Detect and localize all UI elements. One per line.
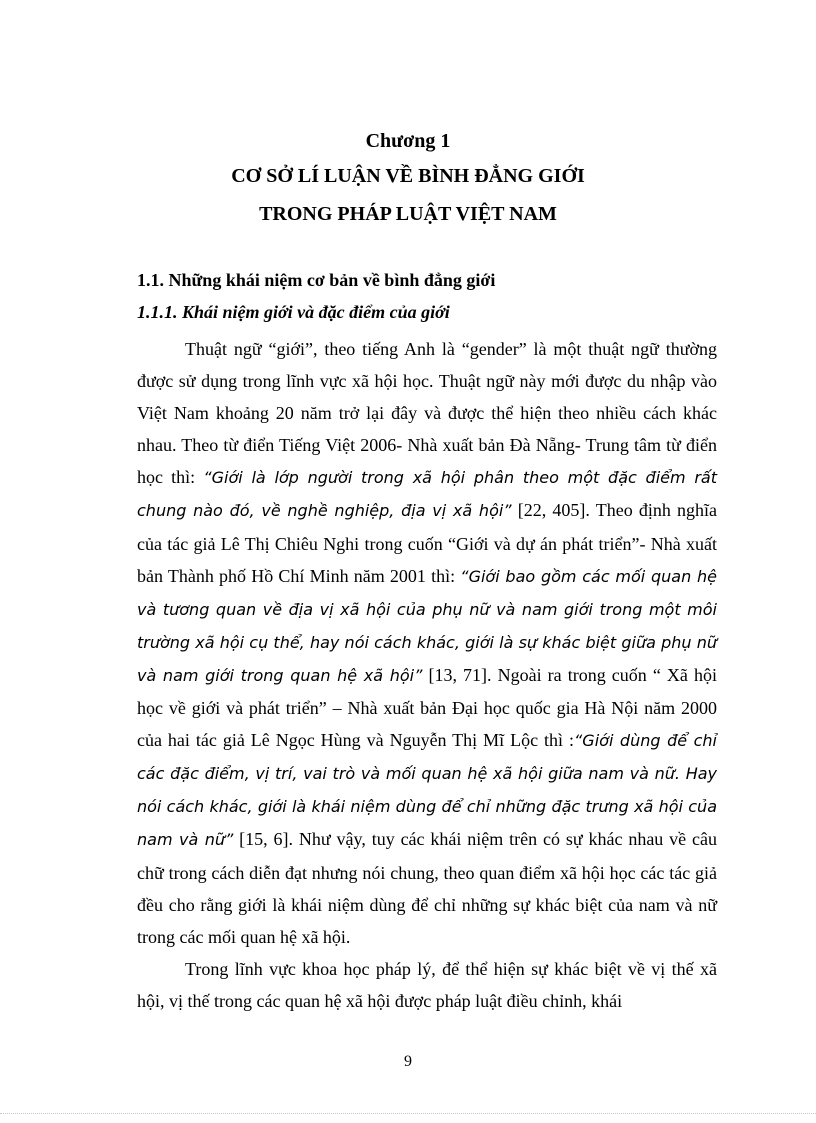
quote-3: “Giới dùng để chỉ các đặc điểm, vị trí, vai trò và mối quan hệ xã hội giữa nam và nữ. Hay nói cách khác, giới là khái niệm dùng để chỉ những đặc trưng xã hội của nam và nữ” [137,731,717,850]
paragraph-1 [137,333,717,953]
chapter-title-line-2: TRONG PHÁP LUẬT VIỆT NAM [259,203,557,225]
body-text [137,333,717,1017]
paragraph-2: Trong lĩnh vực khoa học pháp lý, để thể hiện sự khác biệt về vị thế xã hội, vị thế trong các quan hệ xã hội được pháp luật điều chỉnh, khái [137,958,717,1011]
chapter-label: Chương 1 [365,130,451,152]
subsection-heading: 1.1.1. Khái niệm giới và đặc điểm của giới [137,302,450,322]
quote-2: “Giới bao gồm các mối quan hệ và tương quan về địa vị xã hội của phụ nữ và nam giới trong một môi trường xã hội cụ thể, hay nói cách khác, giới là sự khác biệt giữa phụ nữ và nam giới trong quan hệ xã hội” [137,566,718,685]
section-heading: 1.1. Những khái niệm cơ bản về bình đẳng giới [137,270,496,290]
chapter-title-line-1: CƠ SỞ LÍ LUẬN VỀ BÌNH ĐẲNG GIỚI [231,165,585,187]
quote-1: “Giới là lớp người trong xã hội phân theo một đặc điểm rất chung nào đó, về nghề nghiệp, địa vị xã hội” [137,468,717,521]
paragraph-1-text-4: [15, 6]. Như vậy, tuy các khái niệm trên có sự khác nhau về câu chữ trong cách diễn đạt nhưng nói chung, theo quan điểm xã hội học các tác giả đều cho rằng giới là khái niệm dùng để chỉ những sự khác biệt của nam và nữ trong các mối quan hệ xã hội. [137,829,718,947]
page-number: 9 [404,1053,412,1070]
paragraph-1-text-1: Thuật ngữ “giới”, theo tiếng Anh là “gender” là một thuật ngữ thường được sử dụng trong lĩnh vực xã hội học. Thuật ngữ này mới được du nhập vào Việt Nam khoảng 20 năm trở lại đây và được thể hiện theo nhiều cách khác nhau. Theo từ điển Tiếng Việt 2006- Nhà xuất bản Đà Nẵng- Trung tâm từ điển học thì: [137,339,717,488]
page-bottom-divider [0,1113,816,1114]
paragraph-1-text-3: [13, 71]. Ngoài ra trong cuốn “ Xã hội học về giới và phát triển” – Nhà xuất bản Đại học quốc gia Hà Nội năm 2000 của hai tác giả Lê Ngọc Hùng và Nguyễn Thị Mĩ Lộc thì : [137,664,717,751]
paragraph-1-text-2: [22, 405]. Theo định nghĩa của tác giả Lê Thị Chiêu Nghi trong cuốn “Giới và dự án phát triển”- Nhà xuất bản Thành phố Hồ Chí Minh năm 2001 thì: [137,500,718,586]
